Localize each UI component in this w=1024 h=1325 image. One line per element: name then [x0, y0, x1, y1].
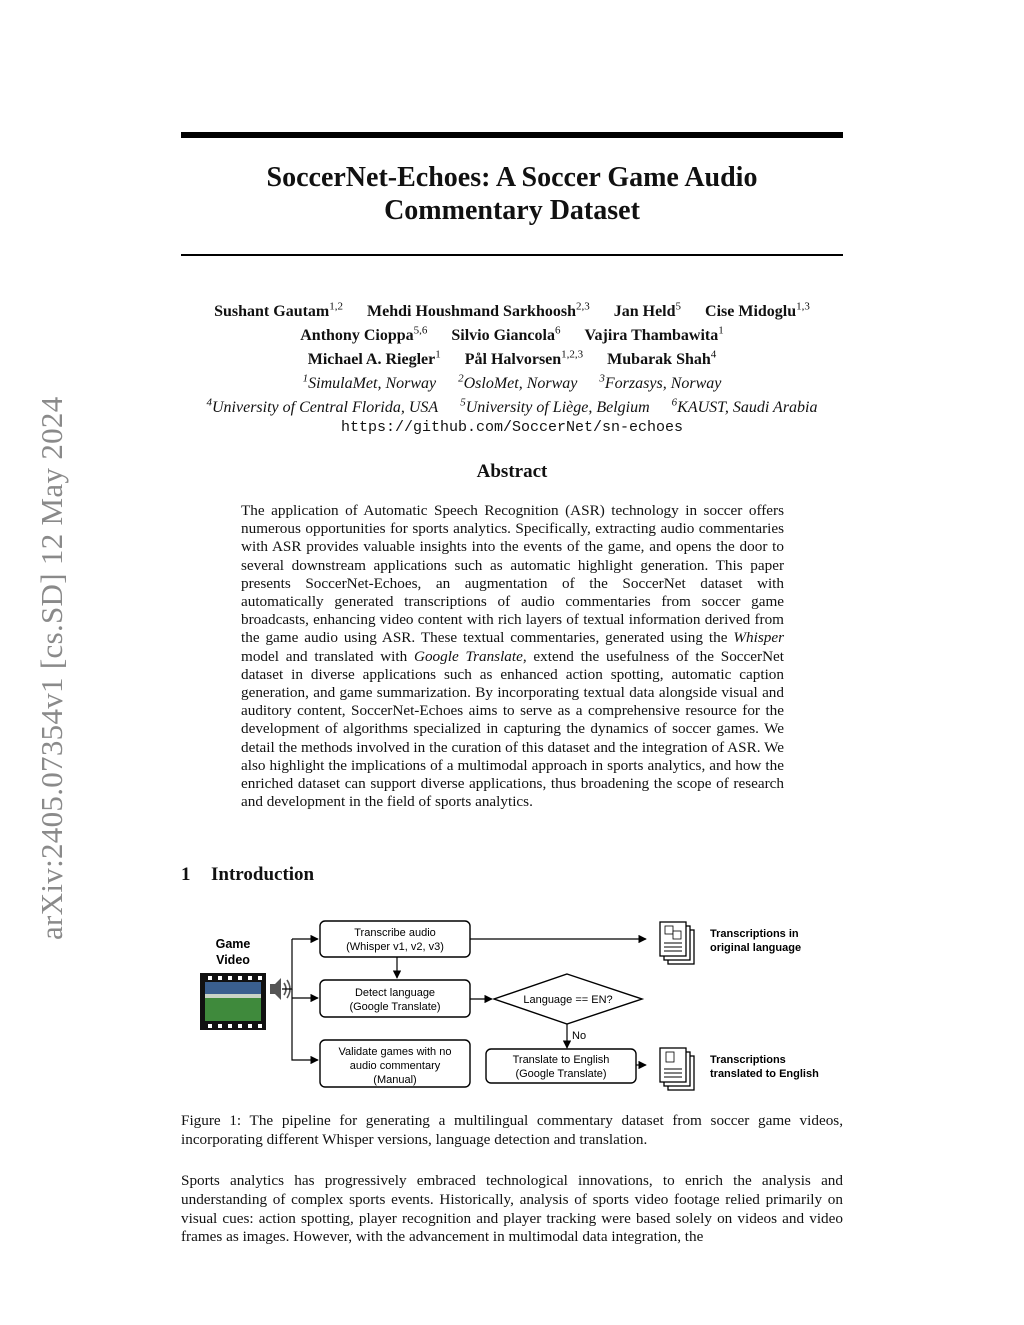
affiliation: $^6$KAUST, Saudi Arabia — [671, 396, 818, 416]
author: Sushant Gautam$^{1,2}$ — [214, 301, 343, 321]
author-line-1 — [150, 298, 874, 322]
author: Mubarak Shah$^4$ — [607, 348, 717, 368]
document-stack-icon — [660, 922, 694, 964]
arxiv-side-identifier: arXiv:2405.07354v1 [cs.SD] 12 May 2024 — [34, 396, 69, 940]
paper-title — [181, 161, 843, 227]
output-english-line1: Transcriptions — [710, 1054, 786, 1066]
abstract-body: The application of Automatic Speech Recognition (ASR) technology in soccer offers numerous opportunities for sports analytics. Specifically, extracting audio commentaries with ASR provides valuable insights into the events of the game, and opens the door to several downstream applications such as automatic highlight generation. This paper presents SoccerNet-Echoes, an augmentation of the SoccerNet dataset with automatically generated transcriptions of audio commentaries from soccer game broadcasts, enhancing video content with rich layers of textual information derived from the game audio using ASR. These textual commentaries, generated using the Whisper model and translated with Google Translate, extend the usefulness of the SoccerNet dataset in diverse applications such as enhanced action spotting, automatic caption generation, and game summarization. By incorporating textual data alongside visual and auditory content, SoccerNet-Echoes aims to serve as a comprehensive resource for the development of algorithms specialized in capturing the dynamics of soccer games. We detail the methods involved in the curation of this dataset and the integration of ASR. We also highlight the implications of a multimodal approach in sports analytics, and how the enriched dataset can support diverse applications, thus broadening the scope of research and development in the field of sports analytics. — [241, 502, 784, 811]
repository-url[interactable]: https://github.com/SoccerNet/sn-echoes — [340, 419, 684, 437]
title-line-1: SoccerNet-Echoes: A Soccer Game Audio — [266, 162, 758, 193]
game-video-label-line2: Video — [216, 953, 250, 967]
title-line-2: Commentary Dataset — [384, 195, 640, 226]
output-original-line1: Transcriptions in — [710, 928, 799, 940]
film-strip-icon — [200, 973, 266, 1030]
affiliation: $^3$Forzasys, Norway — [599, 372, 722, 392]
game-video-label-line1: Game — [215, 937, 251, 951]
validate-line2: audio commentary — [349, 1060, 441, 1072]
decision-label: Language == EN? — [523, 994, 613, 1006]
translate-line2: (Google Translate) — [515, 1068, 607, 1080]
translate-line1: Translate to English — [512, 1054, 610, 1066]
affiliation-line-2 — [150, 393, 874, 417]
author: Jan Held$^5$ — [613, 301, 682, 321]
intro-paragraph: Sports analytics has progressively embraced technological innovations, to enrich the analysis and understanding of complex sports events. Historically, analysis of sports video footage relied primarily on visual cues: action spotting, player recognition and player tracking were based solely on videos and video frames as images. However, with the advancement in multimodal data integration, the — [181, 1172, 843, 1246]
affiliation: $^4$University of Central Florida, USA — [206, 396, 439, 416]
arrow-to-validate — [292, 989, 318, 1060]
output-english-line2: translated to English — [710, 1068, 819, 1080]
author: Cise Midoglu$^{1,3}$ — [705, 301, 810, 321]
author: Vajira Thambawita$^1$ — [584, 324, 724, 345]
affiliation: $^1$SimulaMet, Norway — [302, 372, 437, 392]
output-original-line2: original language — [710, 942, 802, 954]
no-label: No — [572, 1030, 587, 1042]
title-top-rule — [181, 132, 843, 138]
document-stack-icon — [660, 1048, 694, 1090]
affiliation: $^5$University of Liège, Belgium — [460, 396, 650, 416]
abstract-heading: Abstract — [476, 461, 548, 482]
validate-line1: Validate games with no — [338, 1046, 452, 1058]
author: Pål Halvorsen$^{1,2,3}$ — [464, 348, 584, 368]
affiliation-line-1 — [150, 369, 874, 393]
section-heading: 1 Introduction — [181, 864, 315, 885]
pipeline-figure — [190, 912, 840, 1097]
detect-line2: (Google Translate) — [349, 1001, 441, 1013]
author-block — [150, 298, 874, 438]
author: Anthony Cioppa$^{5,6}$ — [300, 324, 428, 345]
author: Silvio Giancola$^6$ — [451, 324, 561, 345]
transcribe-line1: Transcribe audio — [354, 927, 436, 939]
detect-line1: Detect language — [354, 987, 436, 999]
title-bottom-rule — [181, 254, 843, 256]
author-line-3 — [150, 346, 874, 370]
author: Mehdi Houshmand Sarkhoosh$^{2,3}$ — [367, 301, 590, 321]
figure-caption: Figure 1: The pipeline for generating a multilingual commentary dataset from soccer game videos, incorporating different Whisper versions, language detection and translation. — [181, 1112, 843, 1148]
validate-line3: (Manual) — [373, 1074, 417, 1086]
author: Michael A. Riegler$^1$ — [307, 348, 441, 368]
author-line-2 — [150, 322, 874, 346]
affiliation: $^2$OsloMet, Norway — [458, 372, 578, 392]
transcribe-line2: (Whisper v1, v2, v3) — [346, 941, 444, 953]
